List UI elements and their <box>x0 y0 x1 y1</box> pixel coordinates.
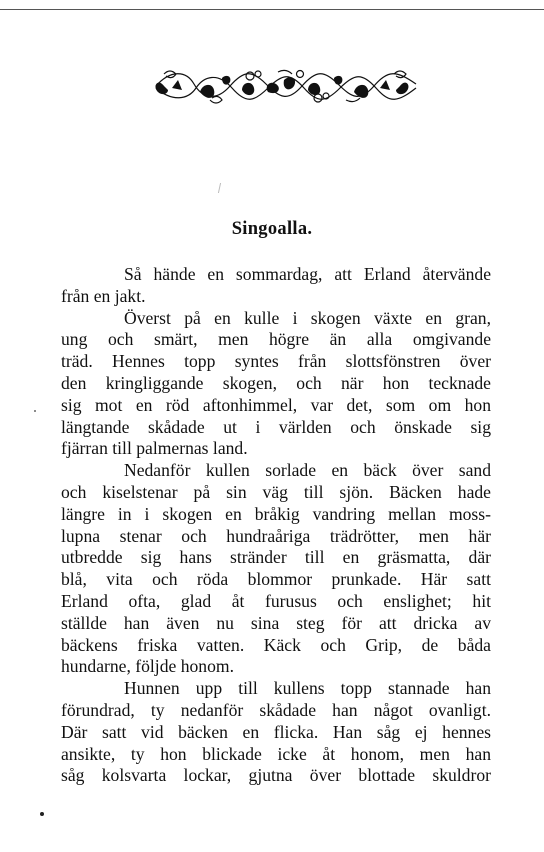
text-line: Erland ofta, glad åt furusus och enslighet; hit <box>61 590 491 611</box>
text-line: från en jakt. <box>61 285 146 306</box>
chapter-title: Singoalla. <box>231 219 313 239</box>
text-line: längre in i skogen en bråkig vandring mellan moss- <box>61 503 491 524</box>
body-text <box>61 264 491 787</box>
text-line: Där satt vid bäcken en flicka. Han såg ej hennes <box>61 721 491 742</box>
stray-mark <box>218 183 223 193</box>
text-line: förundrad, ty nedanför skådade han något ovanligt. <box>61 699 491 720</box>
text-line: Överst på en kulle i skogen växte en gran, <box>124 307 491 328</box>
text-line: ställde han även nu sina steg för att dricka av <box>61 612 491 633</box>
text-line: och kiselstenar på sin väg till sjön. Bäcken hade <box>61 481 491 502</box>
text-line: ung och smärt, men högre än alla omgivande <box>61 329 491 350</box>
speck <box>40 812 44 816</box>
top-rule <box>0 9 544 10</box>
text-line: träd. Hennes topp syntes från slottsfönstren över <box>61 351 491 372</box>
text-line: hundarne, följde honom. <box>61 656 234 677</box>
text-line: lupna stenar och hundraåriga trädrötter, men här <box>61 525 491 546</box>
text-line: sig mot en röd aftonhimmel, var det, som om hon <box>61 394 491 415</box>
speck <box>34 410 36 412</box>
text-line: Så hände en sommardag, att Erland återvände <box>124 264 491 284</box>
text-line: Hunnen upp till kullens topp stannade han <box>124 678 491 699</box>
text-line: ansikte, ty hon blickade icke åt honom, men han <box>61 743 491 764</box>
text-line: längtande skådade ut i världen och önskade sig <box>61 416 491 437</box>
text-line: Nedanför kullen sorlade en bäck över sand <box>124 460 491 481</box>
text-line: blå, vita och röda blommor prunkade. Här satt <box>61 569 491 590</box>
vine-ornament-headpiece <box>150 66 422 106</box>
text-line: fjärran till palmernas land. <box>61 438 248 459</box>
text-line: utbredde sig hans stränder till en gräsmatta, där <box>61 547 491 568</box>
text-line: såg kolsvarta lockar, gjutna över blottade skuldror <box>61 765 491 786</box>
text-line: bäckens friska vatten. Käck och Grip, de båda <box>61 634 491 655</box>
text-line: den kringliggande skogen, och när hon tecknade <box>61 372 491 393</box>
